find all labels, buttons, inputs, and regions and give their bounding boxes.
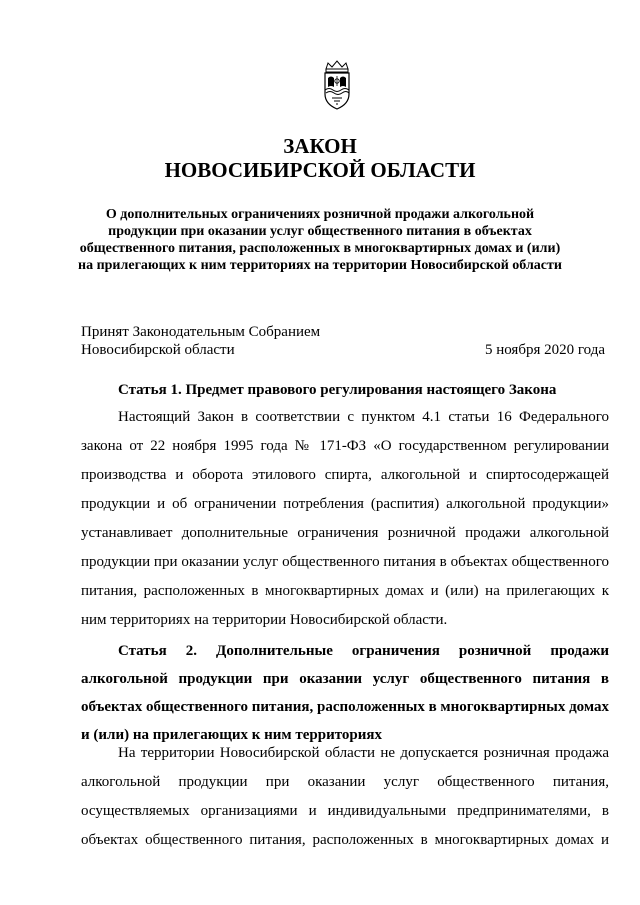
adoption-line1: Принят Законодательным Собранием <box>81 324 321 340</box>
adoption-note <box>81 323 320 359</box>
article-1-body <box>81 403 609 635</box>
article-2-title-line: Статья 2. Дополнительные ограничения розничной продажи <box>118 643 609 659</box>
coat-of-arms-icon <box>318 60 356 110</box>
paragraph-line: закона от 22 ноября 1995 года № 171-ФЗ «О государственном регулировании <box>81 438 609 454</box>
paragraph-line: На территории Новосибирской области не допускается розничная продажа <box>118 745 609 761</box>
article-2-title-line: объектах общественного питания, расположенных в многоквартирных домах <box>81 699 609 715</box>
law-title-line1: ЗАКОН <box>283 134 357 158</box>
paragraph-line: Настоящий Закон в соответствии с пунктом 4.1 статьи 16 Федерального <box>118 409 609 425</box>
article-2-body <box>81 739 609 855</box>
paragraph-line: устанавливает дополнительные ограничения розничной продажи алкогольной <box>81 525 609 541</box>
law-subject-line: общественного питания, расположенных в многоквартирных домах и (или) <box>79 241 561 256</box>
law-subject-line: на прилегающих к ним территориях на территории Новосибирской области <box>78 258 562 273</box>
adoption-line2: Новосибирской области <box>81 342 235 358</box>
paragraph-line: ним территориях на территории Новосибирской области. <box>81 612 448 628</box>
paragraph-line: продукции и об ограничении потребления (распития) алкогольной продукции» <box>81 496 609 512</box>
article-2-title <box>81 637 609 749</box>
paragraph-line: алкогольной продукции при оказании услуг общественного питания, <box>81 774 609 790</box>
law-title <box>0 134 640 182</box>
paragraph-line: объектах общественного питания, расположенных в многоквартирных домах и <box>81 832 609 848</box>
law-subject-line: продукции при оказании услуг общественного питания в объектах <box>108 224 532 239</box>
adoption-date: 5 ноября 2020 года <box>484 342 605 358</box>
law-title-line2: НОВОСИБИРСКОЙ ОБЛАСТИ <box>164 158 476 182</box>
law-subject-line: О дополнительных ограничениях розничной продажи алкогольной <box>105 207 535 222</box>
paragraph-line: питания, расположенных в многоквартирных домах и (или) на прилегающих к <box>81 583 609 599</box>
article-2-title-line: и (или) на прилегающих к ним территориях <box>81 727 383 743</box>
article-2-title-line: алкогольной продукции при оказании услуг общественного питания в <box>81 671 609 687</box>
paragraph-line: осуществляемых организациями и индивидуальными предпринимателями, в <box>81 803 609 819</box>
law-subject <box>70 206 570 274</box>
article-1-title: Статья 1. Предмет правового регулирования настоящего Закона <box>118 382 557 398</box>
paragraph-line: производства и оборота этилового спирта, алкогольной и спиртосодержащей <box>81 467 609 483</box>
paragraph-line: продукции при оказании услуг общественного питания в объектах общественного <box>81 554 609 570</box>
